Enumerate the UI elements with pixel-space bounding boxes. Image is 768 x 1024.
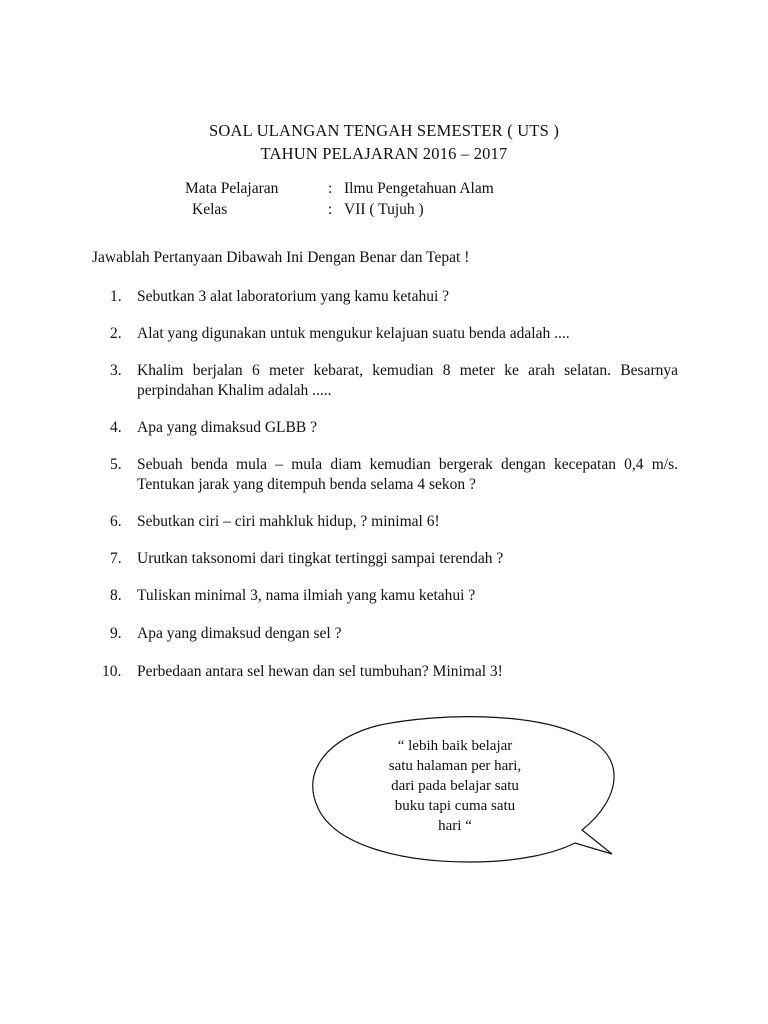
- question-number: 3.: [110, 362, 122, 379]
- subject-colon: :: [328, 180, 333, 197]
- question-number: 9.: [110, 625, 122, 642]
- question-text: Sebutkan ciri – ciri mahkluk hidup, ? minimal 6!: [137, 513, 440, 530]
- question-number: 1.: [110, 288, 122, 305]
- question-text: Khalim berjalan 6 meter kebarat, kemudian 8 meter ke arah selatan. Besarnya perpindahan Khalim adalah .....: [137, 362, 678, 399]
- class-label: Kelas: [192, 201, 228, 218]
- question-number: 5.: [110, 456, 122, 473]
- question-text: Apa yang dimaksud GLBB ?: [137, 419, 317, 436]
- question-text: Perbedaan antara sel hewan dan sel tumbuhan? Minimal 3!: [137, 663, 503, 680]
- motivational-quote: [370, 736, 540, 836]
- question-text: Tuliskan minimal 3, nama ilmiah yang kamu ketahui ?: [137, 587, 476, 604]
- academic-year: TAHUN PELAJARAN 2016 – 2017: [260, 144, 508, 163]
- quote-line: hari “: [438, 818, 472, 834]
- question-number: 7.: [110, 550, 122, 567]
- quote-line: “ lebih baik belajar: [397, 738, 513, 754]
- class-colon: :: [328, 201, 333, 218]
- instruction-text: Jawablah Pertanyaan Dibawah Ini Dengan Benar dan Tepat !: [92, 249, 470, 266]
- quote-line: satu halaman per hari,: [388, 758, 522, 774]
- quote-line: dari pada belajar satu: [391, 778, 519, 794]
- class-value: VII ( Tujuh ): [344, 201, 424, 218]
- question-number: 2.: [110, 325, 122, 342]
- question-text: Sebuah benda mula – mula diam kemudian bergerak dengan kecepatan 0,4 m/s. Tentukan jarak yang ditempuh benda selama 4 sekon ?: [137, 456, 678, 493]
- question-number: 10.: [102, 663, 122, 680]
- exam-title: SOAL ULANGAN TENGAH SEMESTER ( UTS ): [208, 121, 560, 140]
- question-number: 4.: [110, 419, 122, 436]
- subject-label: Mata Pelajaran: [185, 180, 279, 197]
- subject-value: Ilmu Pengetahuan Alam: [344, 180, 494, 197]
- question-text: Alat yang digunakan untuk mengukur kelajuan suatu benda adalah ....: [137, 325, 570, 342]
- question-text: Sebutkan 3 alat laboratorium yang kamu ketahui ?: [137, 288, 450, 305]
- question-number: 8.: [110, 587, 122, 604]
- question-text: Apa yang dimaksud dengan sel ?: [137, 625, 342, 642]
- quote-line: buku tapi cuma satu: [394, 798, 516, 814]
- question-number: 6.: [110, 513, 122, 530]
- question-text: Urutkan taksonomi dari tingkat tertinggi sampai terendah ?: [137, 550, 504, 567]
